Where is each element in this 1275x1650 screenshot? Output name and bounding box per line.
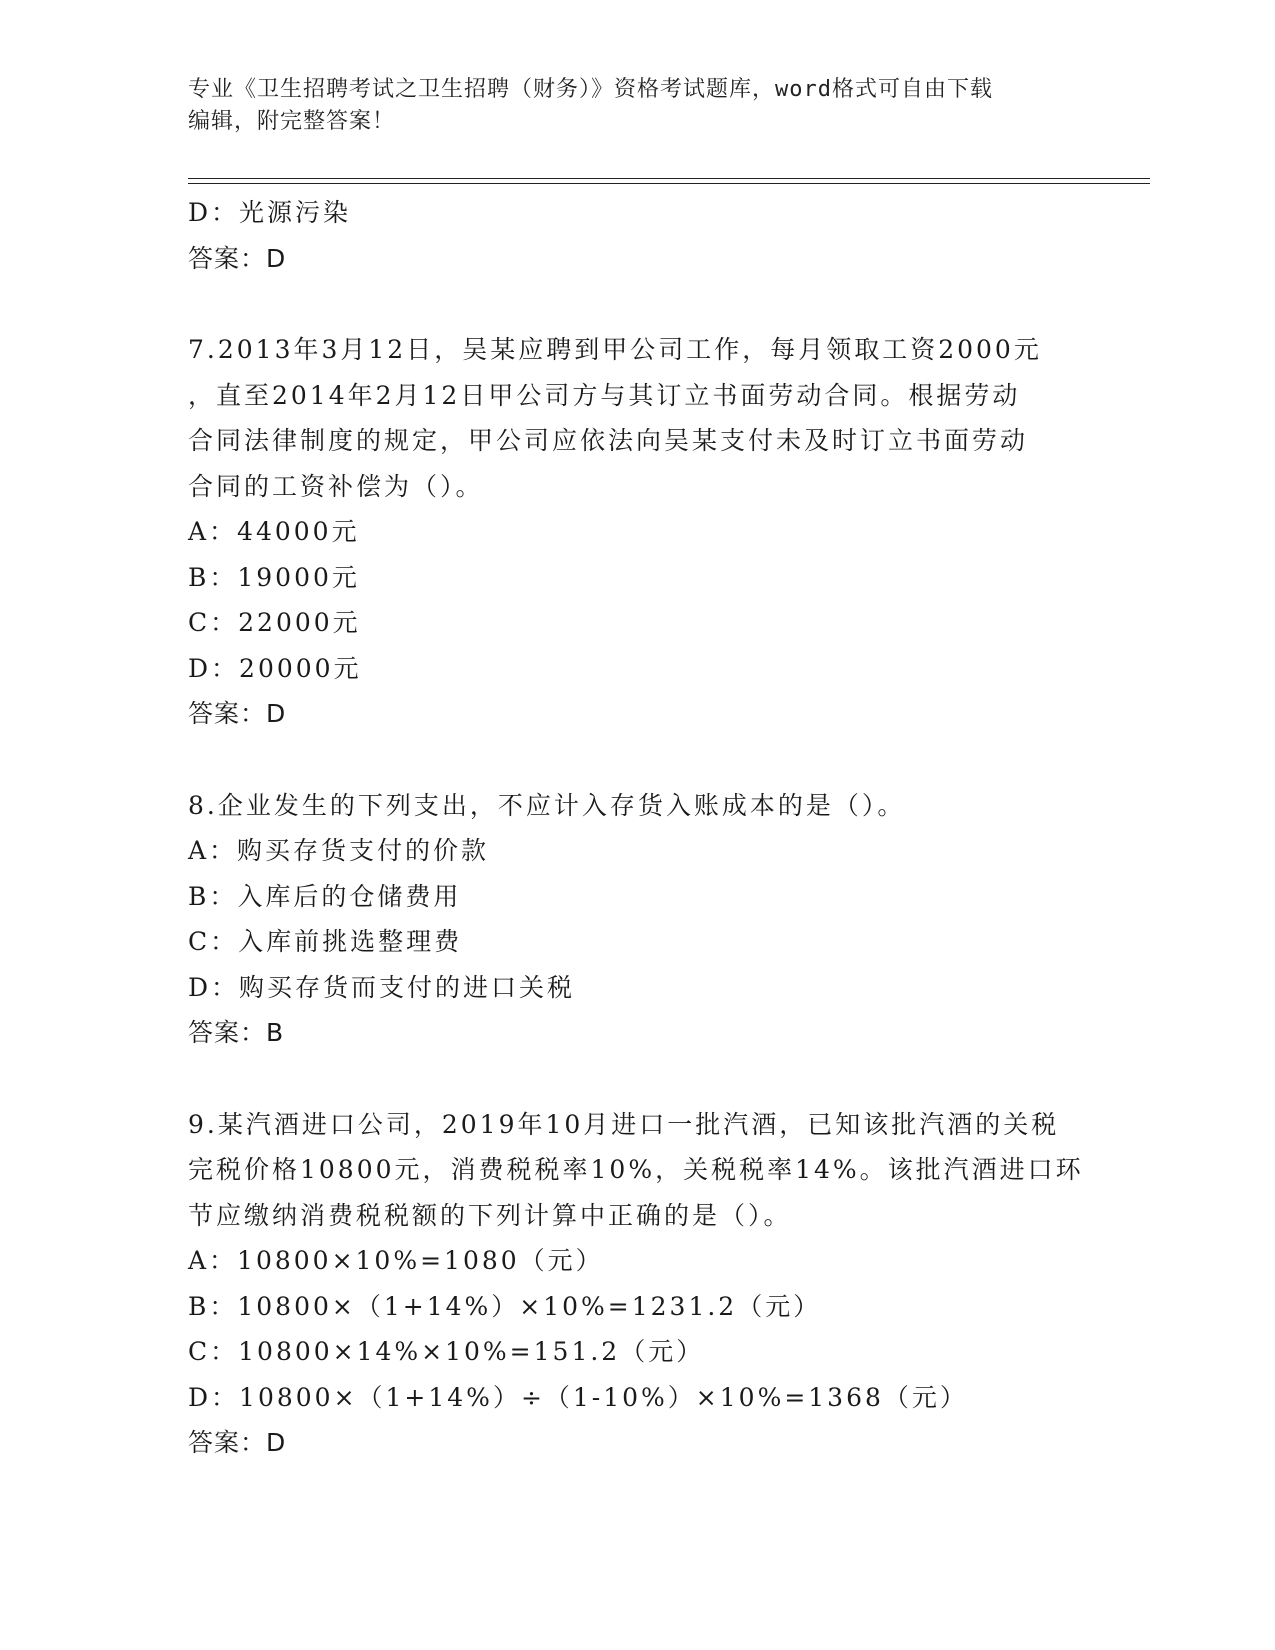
spacer: [188, 1056, 1088, 1102]
option-a: A：购买存货支付的价款: [188, 836, 490, 865]
option-a: A：44000元: [188, 517, 360, 546]
previous-question-tail: [188, 190, 1088, 281]
question-stem-line: 9.某汽酒进口公司，2019年10月进口一批汽酒，已知该批汽酒的关税: [188, 1109, 1060, 1139]
question-stem-line: 8.企业发生的下列支出，不应计入存货入账成本的是（）。: [188, 790, 906, 820]
option-b: B：10800×（1+14%）×10%=1231.2（元）: [188, 1291, 822, 1321]
question-9: [188, 1102, 1088, 1466]
header-line-2: 编辑，附完整答案！: [188, 109, 396, 134]
option-b: B：19000元: [188, 562, 360, 592]
option-b: B：入库后的仓储费用: [188, 881, 462, 911]
question-stem-line: ，直至2014年2月12日甲公司方与其订立书面劳动合同。根据劳动: [188, 380, 1021, 410]
header-rule-bottom: [188, 183, 1150, 184]
option-c: C：10800×14%×10%=151.2（元）: [188, 1337, 705, 1366]
option-c: C：入库前挑选整理费: [188, 927, 463, 956]
question-8: [188, 783, 1088, 1056]
option-a: A：10800×10%=1080（元）: [188, 1246, 604, 1275]
option-c: C：22000元: [188, 608, 361, 637]
answer-line: 答案：D: [188, 243, 287, 273]
answer-line: 答案：D: [188, 699, 287, 728]
question-stem-line: 合同的工资补偿为（）。: [188, 471, 484, 501]
option-d: D：购买存货而支付的进口关税: [188, 972, 576, 1002]
header-rule-top: [188, 178, 1150, 179]
answer-line: 答案：B: [188, 1018, 285, 1047]
question-7: [188, 327, 1088, 737]
question-stem-line: 完税价格10800元，消费税税率10%，关税税率14%。该批汽酒进口环: [188, 1155, 1084, 1184]
option-d: D：光源污染: [188, 198, 352, 227]
question-stem-line: 7.2013年3月12日，吴某应聘到甲公司工作，每月领取工资2000元: [188, 335, 1042, 364]
header-line-1: 专业《卫生招聘考试之卫生招聘（财务）》资格考试题库，word格式可自由下载: [188, 77, 993, 102]
option-d: D：20000元: [188, 653, 362, 683]
document-header: [188, 74, 1068, 138]
question-stem-line: 合同法律制度的规定，甲公司应依法向吴某支付未及时订立书面劳动: [188, 426, 1029, 455]
answer-line: 答案：D: [188, 1428, 287, 1457]
spacer: [188, 281, 1088, 327]
document-body: [188, 190, 1088, 1466]
option-d: D：10800×（1+14%）÷（1-10%）×10%=1368（元）: [188, 1382, 968, 1412]
question-stem-line: 节应缴纳消费税税额的下列计算中正确的是（）。: [188, 1200, 792, 1230]
spacer: [188, 737, 1088, 783]
